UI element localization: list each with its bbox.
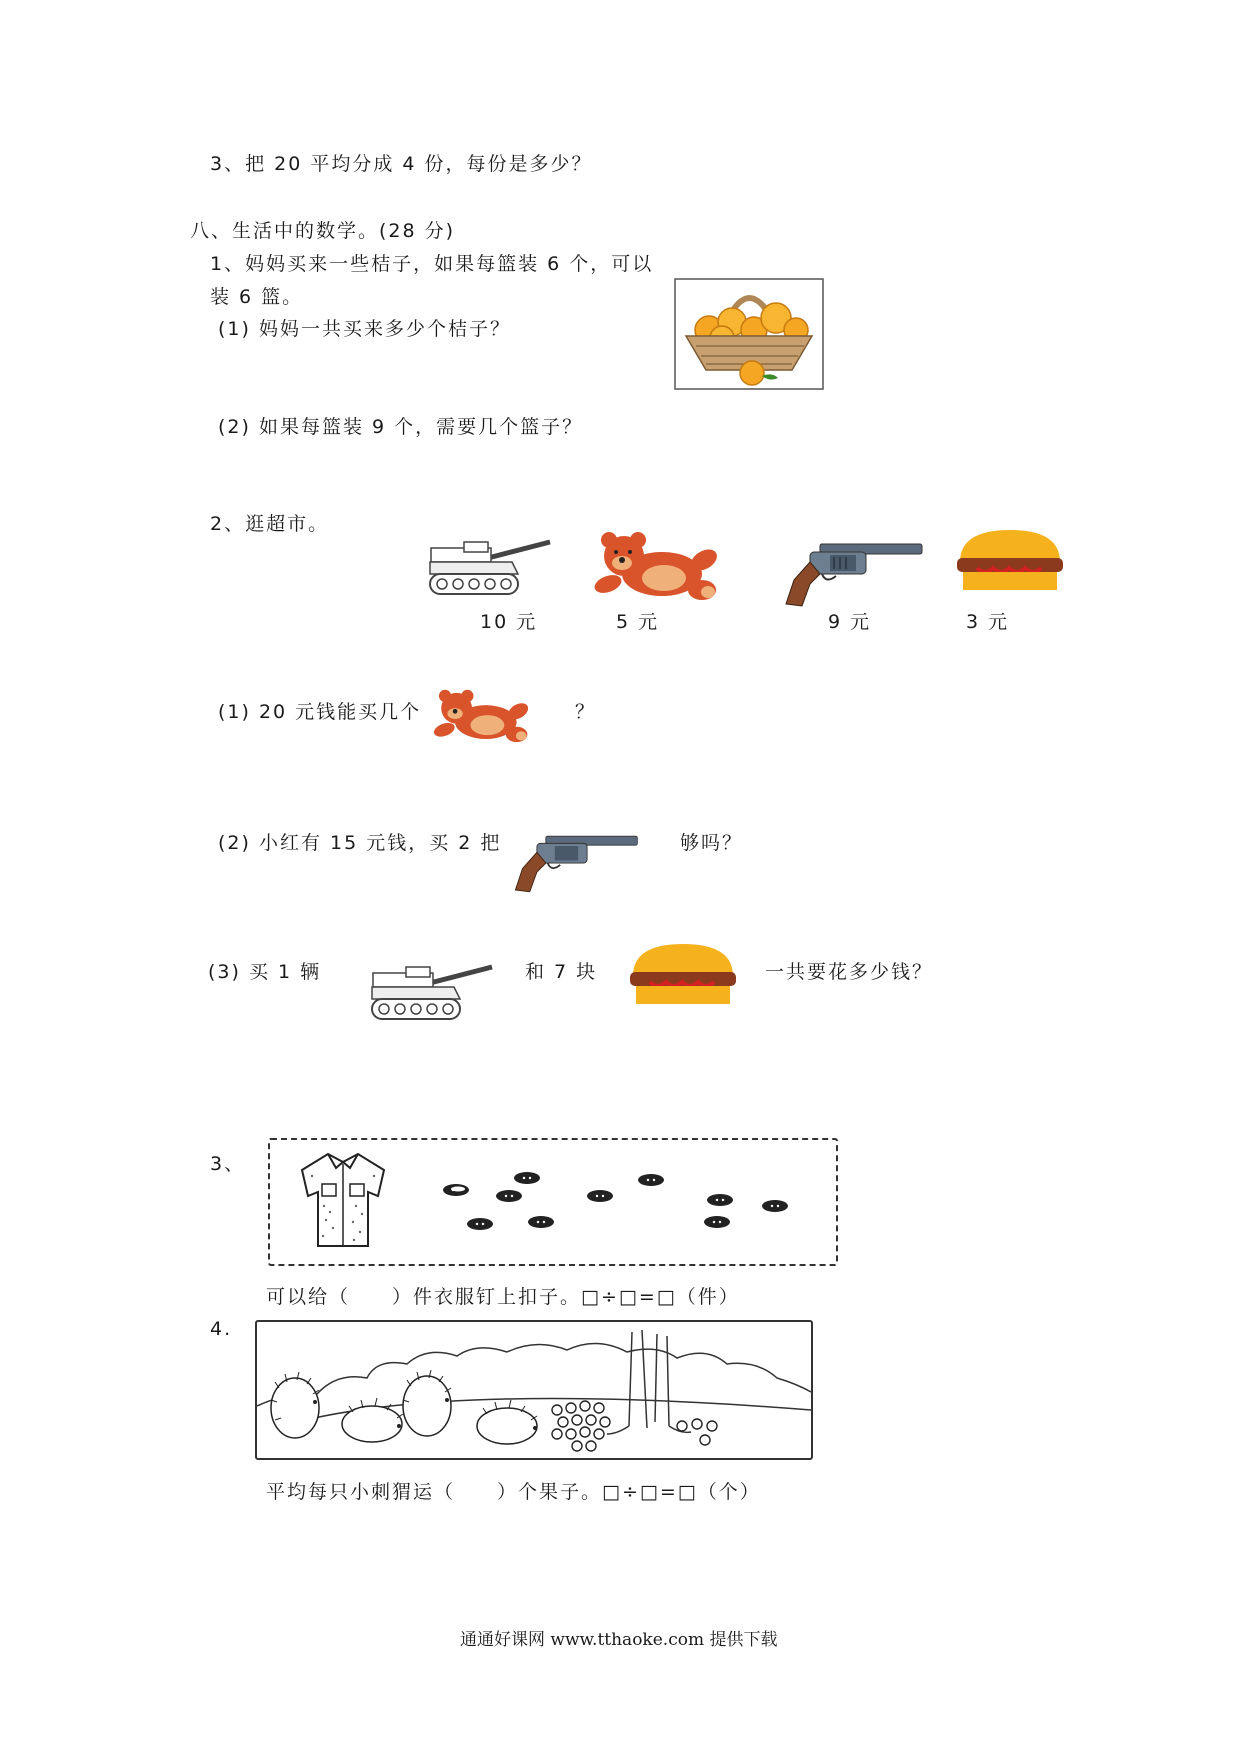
revolver-icon [780,540,925,610]
problem-2-q3: (3) 买 1 辆 [208,961,322,983]
problem-2-title: 2、逛超市。 [210,513,330,535]
revolver-price: 9 元 [828,611,872,633]
orange-basket-image [674,278,824,390]
tank-icon [370,955,495,1030]
question-7-3: 3、把 20 平均分成 4 份，每份是多少？ [210,153,593,175]
problem-1-sub-1: (1) 妈妈一共买来多少个桔子？ [218,318,511,340]
section-8-heading: 八、生活中的数学。(28 分) [190,220,456,242]
footer-source: 通通好课网 www.tthaoke.com 提供下载 [460,1630,778,1650]
problem-1-line-1: 1、妈妈买来一些桔子，如果每篮装 6 个，可以 [210,253,654,275]
problem-2-q3-mid: 和 7 块 [525,961,598,983]
bear-price: 5 元 [616,611,660,633]
problem-3-number: 3、 [210,1153,246,1175]
hedgehog-scene [257,1322,811,1458]
revolver-icon [510,830,640,898]
tank-icon [428,530,553,605]
problem-2-q2: (2) 小红有 15 元钱，买 2 把 [218,832,502,854]
problem-1-sub-2: (2) 如果每篮装 9 个，需要几个篮子？ [218,416,584,438]
hamburger-price: 3 元 [966,611,1010,633]
problem-4-caption: 平均每只小刺猬运（ ）个果子。□÷□=□（个） [266,1481,761,1503]
hamburger-icon [628,942,738,1012]
problem-4-picture-frame [255,1320,813,1460]
problem-2-q1-mark: ？ [575,701,597,723]
problem-1-line-2: 装 6 篮。 [210,286,304,308]
hamburger-icon [955,528,1065,598]
teddy-bear-icon [592,530,722,610]
tank-price: 10 元 [480,611,538,633]
shirt-icon [298,1150,388,1250]
problem-3-caption: 可以给（ ）件衣服钉上扣子。□÷□=□（件） [266,1286,740,1308]
problem-3-picture-frame [268,1138,838,1266]
buttons-group [440,1160,820,1240]
problem-2-q2-end: 够吗？ [680,832,744,854]
problem-2-q1: (1) 20 元钱能买几个 [218,701,422,723]
problem-2-q3-end: 一共要花多少钱？ [765,961,934,983]
problem-4-number: 4. [210,1318,233,1340]
teddy-bear-icon [432,688,532,750]
